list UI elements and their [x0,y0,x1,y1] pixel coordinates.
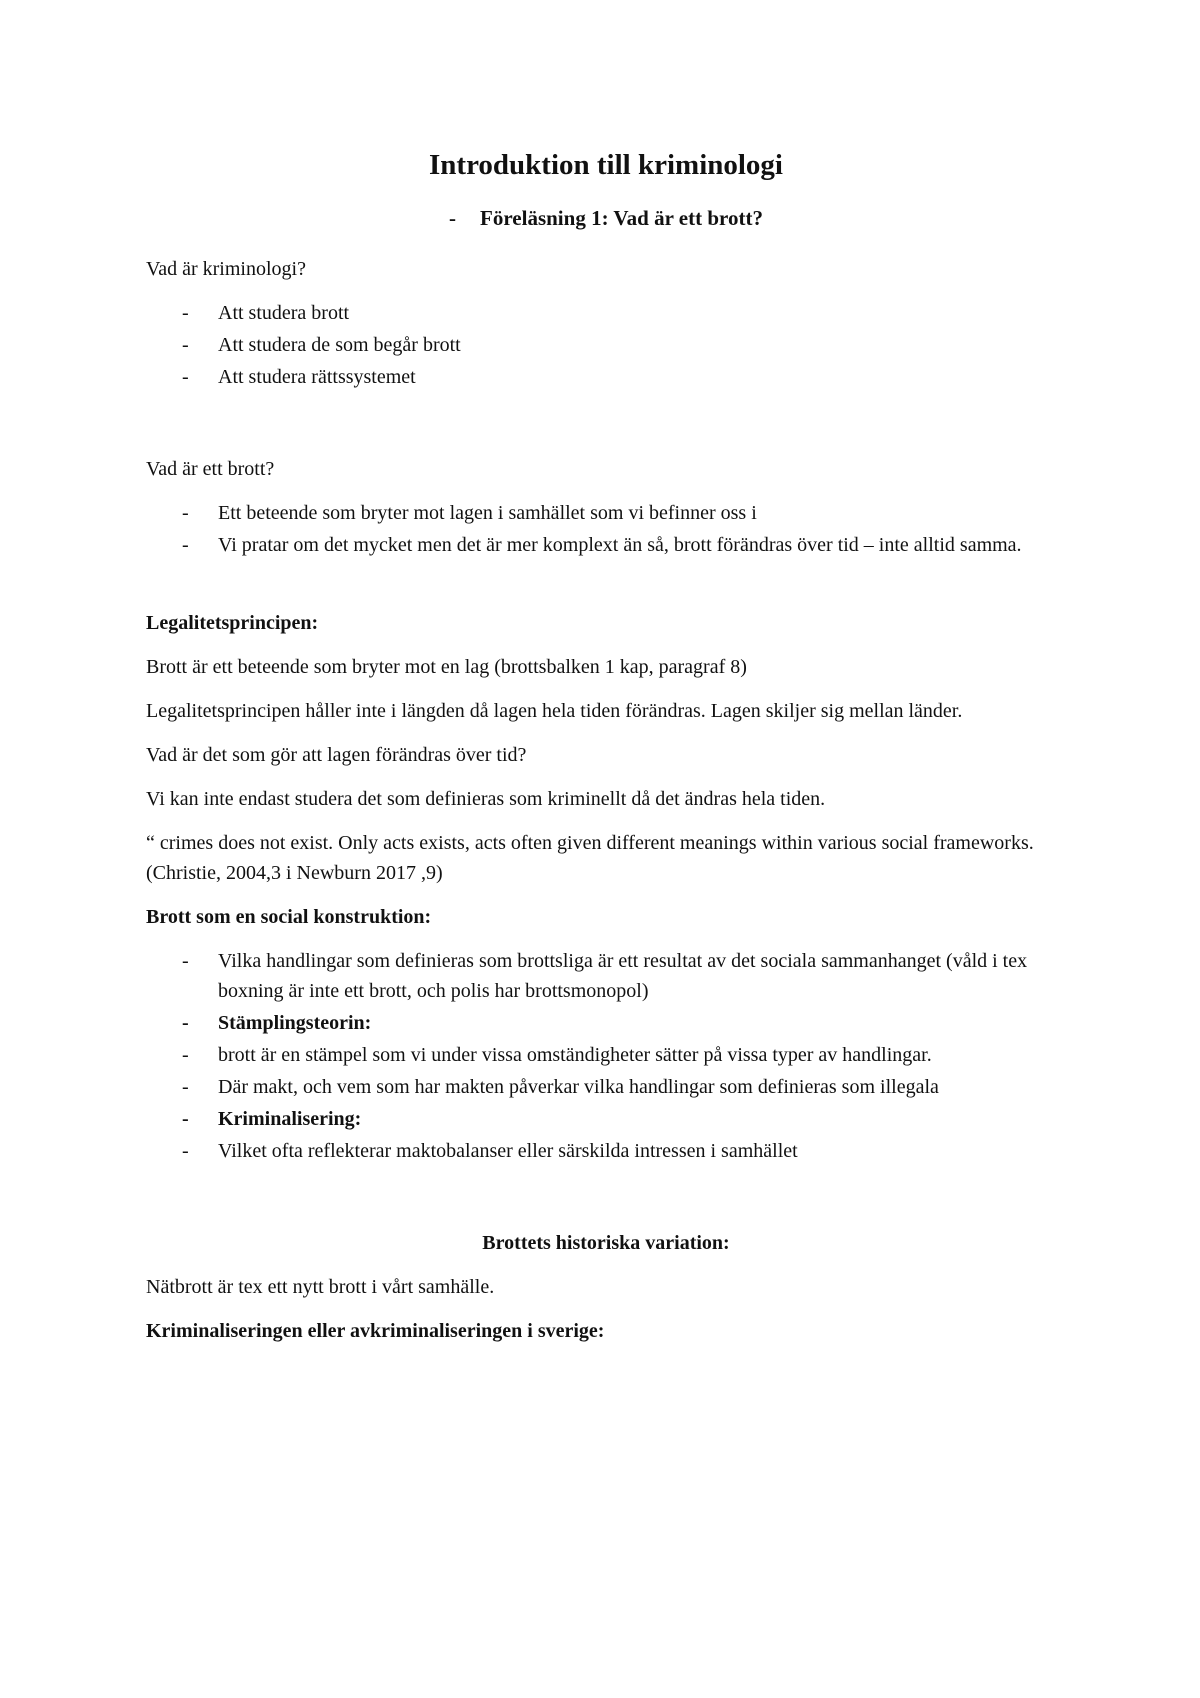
document-title: Introduktion till kriminologi [429,149,783,181]
paragraph: Legalitetsprincipen håller inte i längden då lagen hela tiden förändras. Lagen skiljer sig mellan länder. [146,700,963,723]
bullet-dash: - [182,1108,189,1131]
paragraph: Nätbrott är tex ett nytt brott i vårt samhälle. [146,1276,495,1299]
section-heading-what-is-crime: Vad är ett brott? [146,458,275,481]
document-page [146,140,1066,1360]
list-item [146,362,1066,392]
bullet-dash: - [182,1140,189,1163]
list-item [146,1136,1066,1166]
section-heading-what-is-criminology: Vad är kriminologi? [146,258,306,281]
list-item-text: Att studera de som begår brott [218,334,461,357]
list-item [146,530,1066,560]
lecture-subtitle [146,205,1066,232]
subtitle-text: Föreläsning 1: Vad är ett brott? [480,205,763,230]
bullet-dash: - [182,302,189,325]
paragraph: Brott är ett beteende som bryter mot en lag (brottsbalken 1 kap, paragraf 8) [146,656,747,679]
list-item-text: Kriminalisering: [218,1108,362,1131]
bullet-dash: - [182,1012,189,1035]
list-item-text: Vilket ofta reflekterar maktobalanser eller särskilda intressen i samhället [218,1140,798,1163]
bullet-dash: - [182,334,189,357]
list-item [146,298,1066,328]
list-item-text: Där makt, och vem som har makten påverkar vilka handlingar som definieras som illegala [218,1076,939,1099]
bullet-dash: - [182,366,189,389]
list-item-text: Att studera rättssystemet [218,366,416,389]
list-item [146,330,1066,360]
bullet-dash: - [182,1044,189,1067]
bullet-dash: - [182,950,189,973]
section-heading-social-construction: Brott som en social konstruktion: [146,906,432,929]
bullet-dash: - [182,502,189,525]
section-heading-historical-variation: Brottets historiska variation: [482,1232,730,1255]
section-heading-criminalization-sweden: Kriminaliseringen eller avkriminaliseringen i sverige: [146,1320,605,1343]
paragraph: Vad är det som gör att lagen förändras över tid? [146,744,527,767]
list-item-text: Vilka handlingar som definieras som brottsliga är ett resultat av det sociala sammanhanget (våld i tex boxning är inte ett brott, och polis har brottsmonopol) [218,950,1028,1003]
list-crime [146,498,1066,560]
list-item-text: Att studera brott [218,302,350,325]
list-item [146,498,1066,528]
section-heading-legality-principle: Legalitetsprincipen: [146,612,319,635]
bullet-dash: - [182,534,189,557]
list-item-text: Vi pratar om det mycket men det är mer komplext än så, brott förändras över tid – inte alltid samma. [218,534,1022,557]
paragraph: Vi kan inte endast studera det som definieras som kriminellt då det ändras hela tiden. [146,788,826,811]
list-social-construction [146,946,1066,1166]
list-item [146,1072,1066,1102]
bullet-dash: - [182,1076,189,1099]
list-item-bold [146,1008,1066,1038]
subtitle-dash: - [449,205,457,230]
quote-paragraph: “ crimes does not exist. Only acts exists, acts often given different meanings within various social frameworks. (Christie, 2004,3 i Newburn 2017 ,9) [146,832,1034,885]
list-item [146,946,1066,1006]
list-item-text: brott är en stämpel som vi under vissa omständigheter sätter på vissa typer av handlingar. [218,1044,932,1067]
list-item-bold [146,1104,1066,1134]
list-item-text: Stämplingsteorin: [218,1012,372,1035]
list-criminology [146,298,1066,392]
list-item-text: Ett beteende som bryter mot lagen i samhället som vi befinner oss i [218,502,757,525]
list-item [146,1040,1066,1070]
